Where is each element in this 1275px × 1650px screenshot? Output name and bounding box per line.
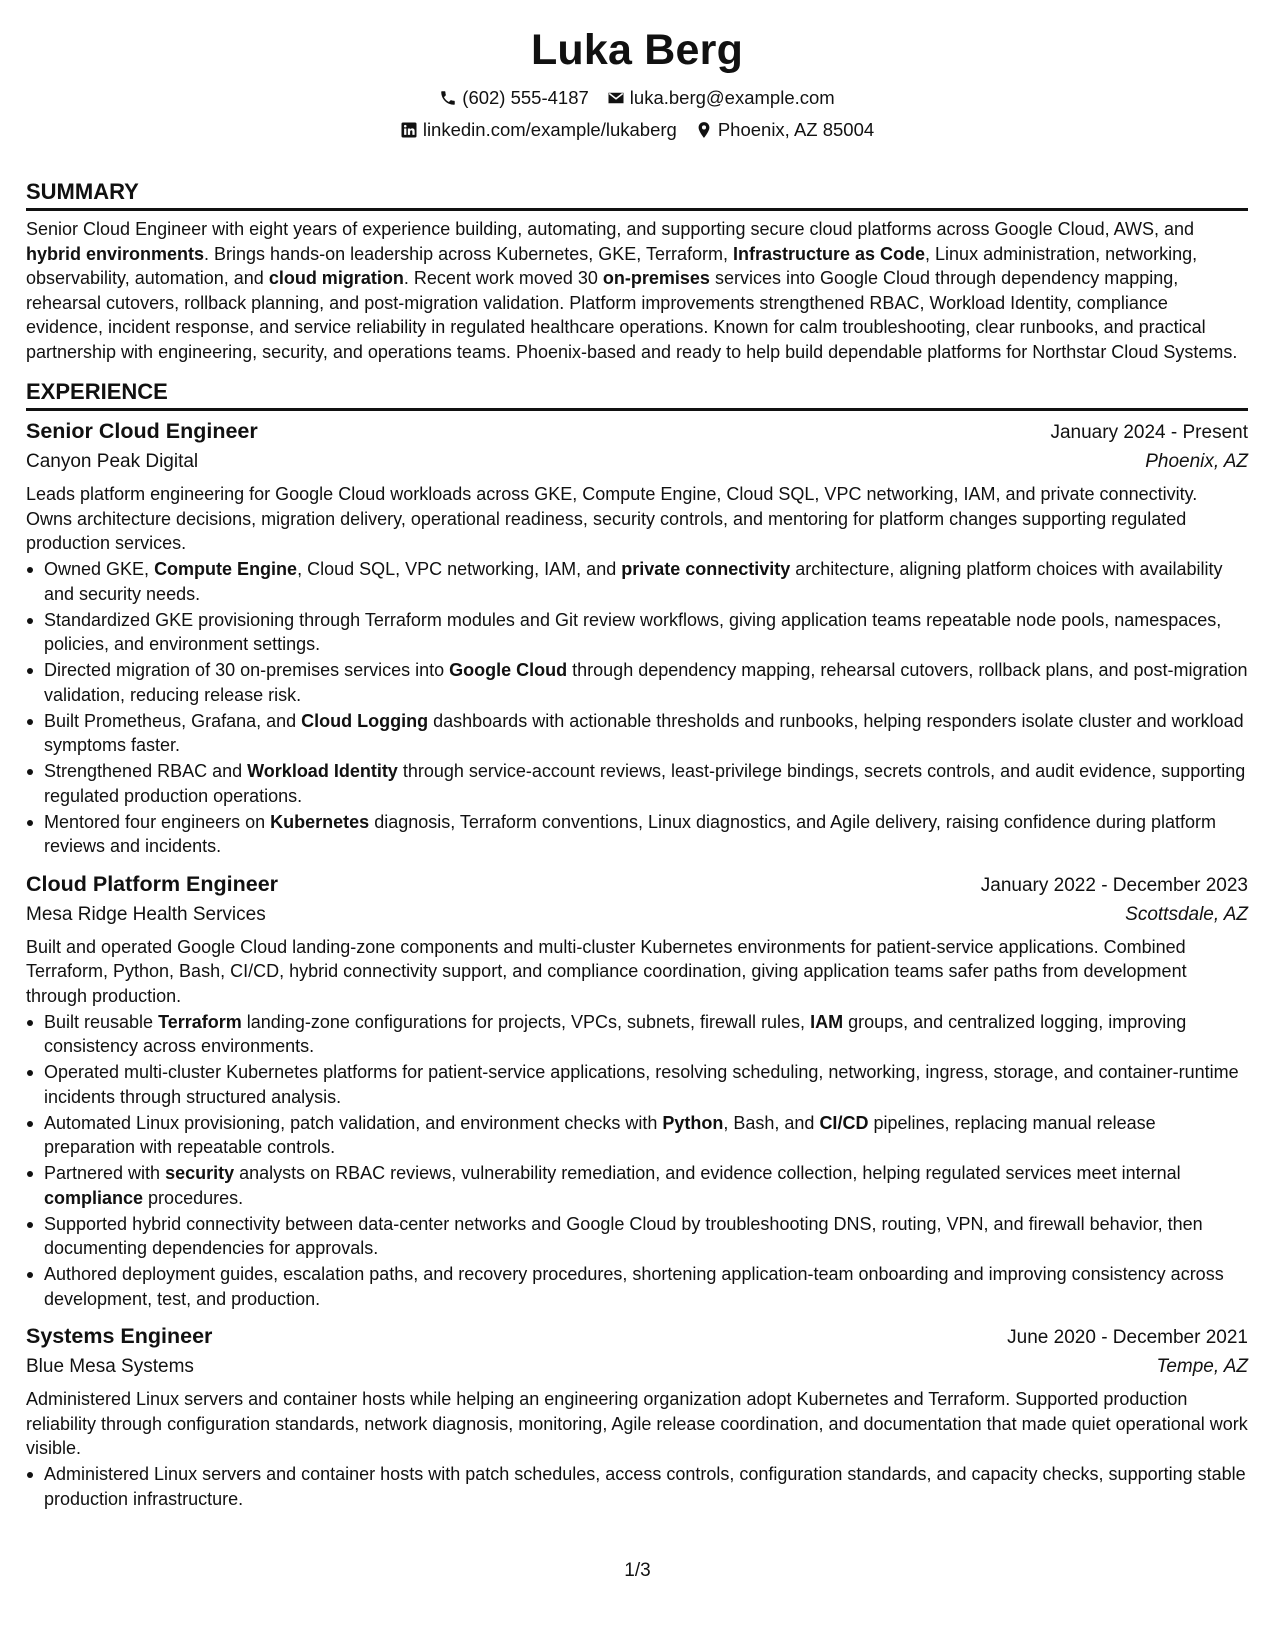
experience-list <box>26 417 1248 1511</box>
job-location: Phoenix, AZ <box>1145 451 1248 472</box>
bold-keyword: on-premises <box>602 268 710 288</box>
text-run: Built Prometheus, Grafana, and <box>44 710 302 731</box>
page-number: 1/3 <box>624 1560 651 1581</box>
text-run: through dependency mapping, rehearsal cutovers, rollback plans, and post-migration validation, reducing release risk. <box>44 660 1248 705</box>
text-run: Owned GKE, <box>44 559 155 579</box>
job-bullets <box>26 557 1248 859</box>
job-title: Cloud Platform Engineer <box>26 871 279 896</box>
text-run: Built reusable <box>44 1011 159 1032</box>
job-entry <box>26 1322 1248 1511</box>
job-description: Leads platform engineering for Google Cloud workloads across GKE, Compute Engine, Cloud SQL, VPC networking, IAM, and private connectivity. Owns architecture decisions, migration delivery, operational readiness, security controls, and mentoring for platform changes supporting regulated production services. <box>26 484 1198 553</box>
bold-keyword: Cloud Logging <box>301 710 429 731</box>
text-run: procedures. <box>143 1187 244 1208</box>
text-run: Senior Cloud Engineer with eight years of experience building, automating, and supporting secure cloud platforms across Google Cloud, AWS, and <box>26 219 1195 239</box>
phone-contact <box>439 86 589 110</box>
email-text[interactable]: luka.berg@example.com <box>629 87 835 108</box>
job-dates: June 2020 - December 2021 <box>1007 1327 1248 1348</box>
text-run: dashboards with actionable thresholds and runbooks, helping responders isolate cluster and workload symptoms faster. <box>44 710 1244 755</box>
job-header <box>26 1322 1248 1352</box>
text-run: through service-account reviews, least-privilege bindings, secrets controls, and audit evidence, supporting regulated production operations. <box>44 761 1246 806</box>
job-title: Systems Engineer <box>26 1324 213 1348</box>
bold-keyword: Google Cloud <box>449 660 568 680</box>
job-subheader <box>26 902 1248 928</box>
text-run: architecture, aligning platform choices with availability and security needs. <box>44 559 1223 604</box>
phone-icon <box>439 89 457 107</box>
bold-keyword: IAM <box>810 1011 844 1032</box>
text-run: Directed migration of 30 on-premises services into <box>44 660 450 680</box>
bold-keyword: Infrastructure as Code <box>732 243 926 264</box>
bullet-item <box>44 1111 1248 1160</box>
text-run: Strengthened RBAC and <box>44 761 248 781</box>
bullet-item <box>44 1060 1248 1109</box>
job-description: Built and operated Google Cloud landing-zone components and multi-cluster Kubernetes environments for patient-service applications. Combined Terraform, Python, Bash, CI/CD, hybrid connectivity support, and compliance coordination, giving application teams safer paths from development through production. <box>26 936 1187 1006</box>
bullet-item <box>44 810 1248 859</box>
text-run: Operated multi-cluster Kubernetes platforms for patient-service applications, resolving scheduling, networking, ingress, storage, and container-runtime incidents through structured analysis. <box>44 1062 1239 1107</box>
text-run: services into Google Cloud through dependency mapping, rehearsal cutovers, rollback planning, and post-migration validation. Platform improvements strengthened RBAC, Workload Identity, compliance evidence, incident response, and service reliability in regulated healthcare operations. Known for calm troubleshooting, clear runbooks, and practical partnership with engineering, security, and operations teams. Phoenix-based and ready to help build dependable platforms for Northstar Cloud Systems. <box>26 268 1238 362</box>
text-run: . Recent work moved 30 <box>403 268 603 288</box>
text-run: groups, and centralized logging, improving consistency across environments. <box>44 1011 1187 1056</box>
phone-text: (602) 555-4187 <box>462 87 589 108</box>
candidate-name: Luka Berg <box>530 26 744 74</box>
text-run: Administered Linux servers and container hosts with patch schedules, access controls, configuration standards, and capacity checks, supporting stable production infrastructure. <box>44 1464 1246 1509</box>
bullet-item <box>44 759 1248 808</box>
bullet-item <box>44 1462 1248 1511</box>
summary-heading: SUMMARY <box>26 178 1248 211</box>
text-run: diagnosis, Terraform conventions, Linux diagnostics, and Agile delivery, raising confidence during platform reviews and incidents. <box>44 811 1216 856</box>
job-bullets <box>26 1462 1248 1511</box>
text-run: Partnered with <box>44 1163 166 1183</box>
bullet-item <box>44 709 1248 758</box>
summary-text <box>26 217 1248 364</box>
company-name: Canyon Peak Digital <box>26 451 199 472</box>
job-dates: January 2022 - December 2023 <box>980 874 1248 896</box>
job-description: Administered Linux servers and container hosts while helping an engineering organization adopt Kubernetes and Terraform. Supported production reliability through configuration standards, network diagnosis, monitoring, Agile release coordination, and documentation that made quiet operational work visible. <box>26 1389 1248 1458</box>
bold-keyword: Python <box>662 1112 724 1133</box>
contact-line-2 <box>26 118 1248 142</box>
map-pin-icon <box>695 121 713 139</box>
company-name: Blue Mesa Systems <box>26 1356 194 1377</box>
bullet-item <box>44 557 1248 606</box>
bold-keyword: private connectivity <box>621 559 791 579</box>
bullet-item <box>44 658 1248 707</box>
bullet-item <box>44 1262 1248 1311</box>
bold-keyword: compliance <box>44 1187 144 1208</box>
bold-keyword: Terraform <box>158 1011 242 1032</box>
bullet-item <box>44 1010 1248 1059</box>
email-contact[interactable] <box>607 86 835 110</box>
bullet-item <box>44 1212 1248 1261</box>
resume-page <box>26 0 1248 1511</box>
linkedin-text[interactable]: linkedin.com/example/lukaberg <box>422 119 677 140</box>
job-header <box>26 870 1248 900</box>
bullet-item <box>44 1161 1248 1210</box>
bold-keyword: Workload Identity <box>247 761 398 781</box>
text-run: pipelines, replacing manual release preparation with repeatable controls. <box>44 1112 1156 1157</box>
bold-keyword: Compute Engine <box>154 559 298 579</box>
experience-heading: EXPERIENCE <box>26 378 1248 411</box>
company-name: Mesa Ridge Health Services <box>26 903 266 925</box>
envelope-icon <box>607 89 625 107</box>
linkedin-icon <box>400 121 418 139</box>
text-run: landing-zone configurations for projects, VPCs, subnets, firewall rules, <box>241 1011 811 1032</box>
job-location: Scottsdale, AZ <box>1125 903 1248 925</box>
bullet-item <box>44 608 1248 657</box>
location-contact <box>695 118 874 142</box>
job-subheader <box>26 1354 1248 1380</box>
job-dates: January 2024 - Present <box>1050 422 1248 443</box>
text-run: Supported hybrid connectivity between data-center networks and Google Cloud by troubleshooting DNS, routing, VPN, and firewall behavior, then documenting dependencies for approvals. <box>44 1213 1203 1258</box>
text-run: , Cloud SQL, VPC networking, IAM, and <box>297 559 622 579</box>
job-entry <box>26 870 1248 1312</box>
location-text: Phoenix, AZ 85004 <box>717 119 875 140</box>
bold-keyword: hybrid environments <box>26 243 205 264</box>
bold-keyword: security <box>165 1163 235 1183</box>
text-run: Mentored four engineers on <box>44 811 271 832</box>
bold-keyword: cloud migration <box>268 268 404 288</box>
job-entry <box>26 417 1248 859</box>
job-location: Tempe, AZ <box>1156 1356 1248 1377</box>
text-run: analysts on RBAC reviews, vulnerability remediation, and evidence collection, helping regulated services meet internal <box>234 1163 1181 1183</box>
linkedin-contact[interactable] <box>400 118 677 142</box>
job-title: Senior Cloud Engineer <box>26 419 258 443</box>
job-subheader <box>26 449 1248 475</box>
bold-keyword: CI/CD <box>819 1112 869 1133</box>
job-bullets <box>26 1010 1248 1312</box>
text-run: , Linux administration, networking, observability, automation, and <box>26 243 1198 288</box>
bold-keyword: Kubernetes <box>270 811 370 832</box>
job-header <box>26 417 1248 447</box>
text-run: , Bash, and <box>723 1112 820 1133</box>
text-run: Authored deployment guides, escalation paths, and recovery procedures, shortening application-team onboarding and improving consistency across development, test, and production. <box>44 1264 1224 1309</box>
text-run: . Brings hands-on leadership across Kubernetes, GKE, Terraform, <box>204 243 733 264</box>
text-run: Automated Linux provisioning, patch validation, and environment checks with <box>44 1112 663 1133</box>
contact-line-1 <box>26 86 1248 110</box>
text-run: Standardized GKE provisioning through Terraform modules and Git review workflows, giving application teams repeatable node pools, namespaces, policies, and environment settings. <box>44 609 1222 654</box>
